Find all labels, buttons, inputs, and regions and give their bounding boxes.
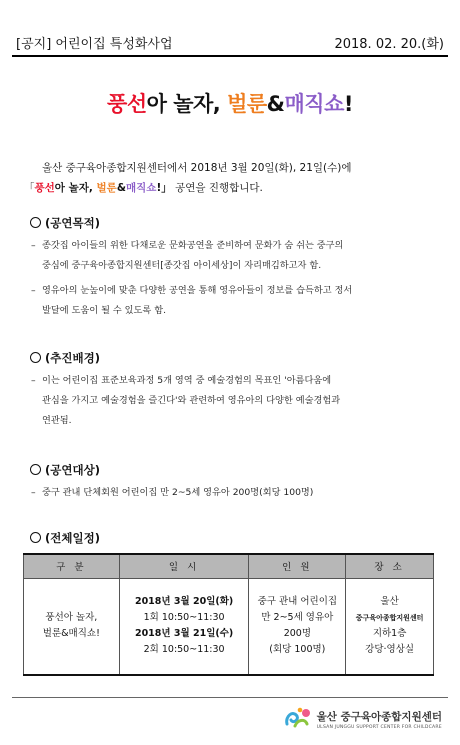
footer-org-name: 울산 중구육아종합지원센터 [316, 710, 442, 723]
dash-icon: – [31, 375, 36, 386]
title-word-play: 아 놀자, [146, 92, 228, 116]
table-header-datetime: 일 시 [119, 554, 249, 578]
intro-word-balloon-en: 벌룬 [96, 182, 117, 194]
section-purpose-title [30, 215, 440, 233]
title-word-balloon-en: 벌룬 [227, 92, 267, 116]
footer-divider [12, 697, 448, 698]
intro-line-2 [24, 178, 444, 198]
background-bullet-1-line-1: 이는 어린이집 표준보육과정 5개 영역 중 예술경험의 목표인 '아름다움에 [42, 375, 332, 386]
purpose-bullet-2-line-2: 발달에 도움이 될 수 있도록 함. [42, 305, 167, 316]
table-header-row [24, 554, 434, 578]
intro-paragraph [24, 158, 444, 198]
target-bullet-1 [30, 483, 440, 503]
cell-datetime [119, 578, 249, 675]
purpose-bullet-2-line-1: 영유아의 눈높이에 맞춘 다양한 공연을 통해 영유아들이 정보를 습득하고 정서 [42, 285, 353, 296]
section-schedule-label: (전체일정) [45, 531, 100, 545]
section-purpose-label: (공연목적) [45, 216, 100, 230]
purpose-bullet-2 [30, 281, 440, 321]
dash-icon: – [31, 285, 36, 296]
place-line-3: 지하1층 [372, 628, 407, 640]
section-target-label: (공연대상) [45, 463, 100, 477]
background-bullet-1 [30, 371, 440, 431]
date-line-2: 2018년 3월 21일(수) [134, 628, 234, 640]
page-title [0, 88, 460, 118]
dash-icon: – [31, 240, 36, 251]
intro-word-magic-show: 매직쇼 [126, 182, 157, 194]
table-row [24, 578, 434, 675]
intro-word-balloon: 풍선 [34, 182, 55, 194]
notice-date: 2018. 02. 20.(화) [334, 37, 444, 52]
circle-bullet-icon [30, 464, 41, 475]
section-schedule-title [30, 530, 440, 548]
table-header-place: 장 소 [346, 554, 434, 578]
intro-line-1: 울산 중구육아종합지원센터에서 2018년 3월 20일(화), 21일(수)에 [42, 162, 352, 174]
purpose-bullet-1-line-1: 종갓집 아이들의 위한 다채로운 문화공연을 준비하여 문화가 숨 쉬는 중구의 [42, 240, 344, 251]
section-target-title [30, 462, 440, 480]
people-line-4: (회당 100명) [269, 644, 326, 656]
circle-bullet-icon [30, 352, 41, 363]
place-line-2: 중구육아종합지원센터 [355, 614, 424, 623]
place-line-1: 울산 [380, 596, 399, 608]
purpose-bullet-1-line-2: 중심에 중구육아종합지원센터[종갓집 아이세상]이 자리매김하고자 함. [42, 260, 322, 271]
section-background [30, 350, 440, 431]
background-bullet-1-line-3: 연관됨. [42, 415, 72, 426]
cell-place [346, 578, 434, 675]
dash-icon: – [31, 487, 36, 498]
section-background-label: (추진배경) [45, 351, 100, 365]
footer-org-name-en: ULSAN JUNGGU SUPPORT CENTER FOR CHILDCARE [316, 724, 442, 730]
date-line-1: 2018년 3월 20일(화) [134, 596, 234, 608]
intro-tail: 공연을 진행합니다. [171, 182, 263, 194]
table-header-category: 구 분 [24, 554, 120, 578]
section-background-title [30, 350, 440, 368]
category-line-1: 풍선아 놀자, [45, 612, 98, 624]
purpose-bullet-1 [30, 236, 440, 276]
title-word-magic-show: 매직쇼 [284, 92, 344, 116]
center-logo-icon [283, 706, 313, 732]
title-ampersand: & [266, 92, 285, 116]
title-exclamation: ! [343, 92, 353, 116]
cell-people [249, 578, 346, 675]
circle-bullet-icon [30, 217, 41, 228]
schedule-table [23, 553, 434, 676]
document-header [12, 30, 448, 52]
intro-ampersand: & [116, 182, 126, 194]
title-word-balloon: 풍선 [107, 92, 147, 116]
section-schedule [30, 530, 440, 548]
cell-category [24, 578, 120, 675]
people-line-2: 만 2~5세 영유아 [261, 612, 334, 624]
time-line-2: 2회 10:50~11:30 [143, 644, 225, 656]
target-bullet-1-line-1: 중구 관내 단체회원 어린이집 만 2~5세 영유아 200명(회당 100명) [42, 487, 314, 498]
people-line-3: 200명 [283, 628, 311, 640]
table-header-people: 인 원 [249, 554, 346, 578]
intro-quote-close: !」 [156, 182, 172, 194]
intro-quote-open: 「 [24, 182, 35, 194]
place-line-4: 강당·영상실 [365, 644, 415, 656]
people-line-1: 중구 관내 어린이집 [257, 596, 338, 608]
intro-word-play: 아 놀자, [54, 182, 97, 194]
background-bullet-1-line-2: 관심을 가지고 예술경험을 즐긴다'와 관련하여 영유아의 다양한 예술경험과 [42, 395, 341, 406]
section-purpose [30, 215, 440, 321]
footer-logo [283, 704, 442, 734]
circle-bullet-icon [30, 532, 41, 543]
category-line-2: 벌룬&매직쇼! [42, 628, 100, 640]
header-divider [12, 55, 448, 57]
section-target [30, 462, 440, 503]
notice-label: [공지] 어린이집 특성화사업 [16, 37, 173, 52]
time-line-1: 1회 10:50~11:30 [143, 612, 225, 624]
